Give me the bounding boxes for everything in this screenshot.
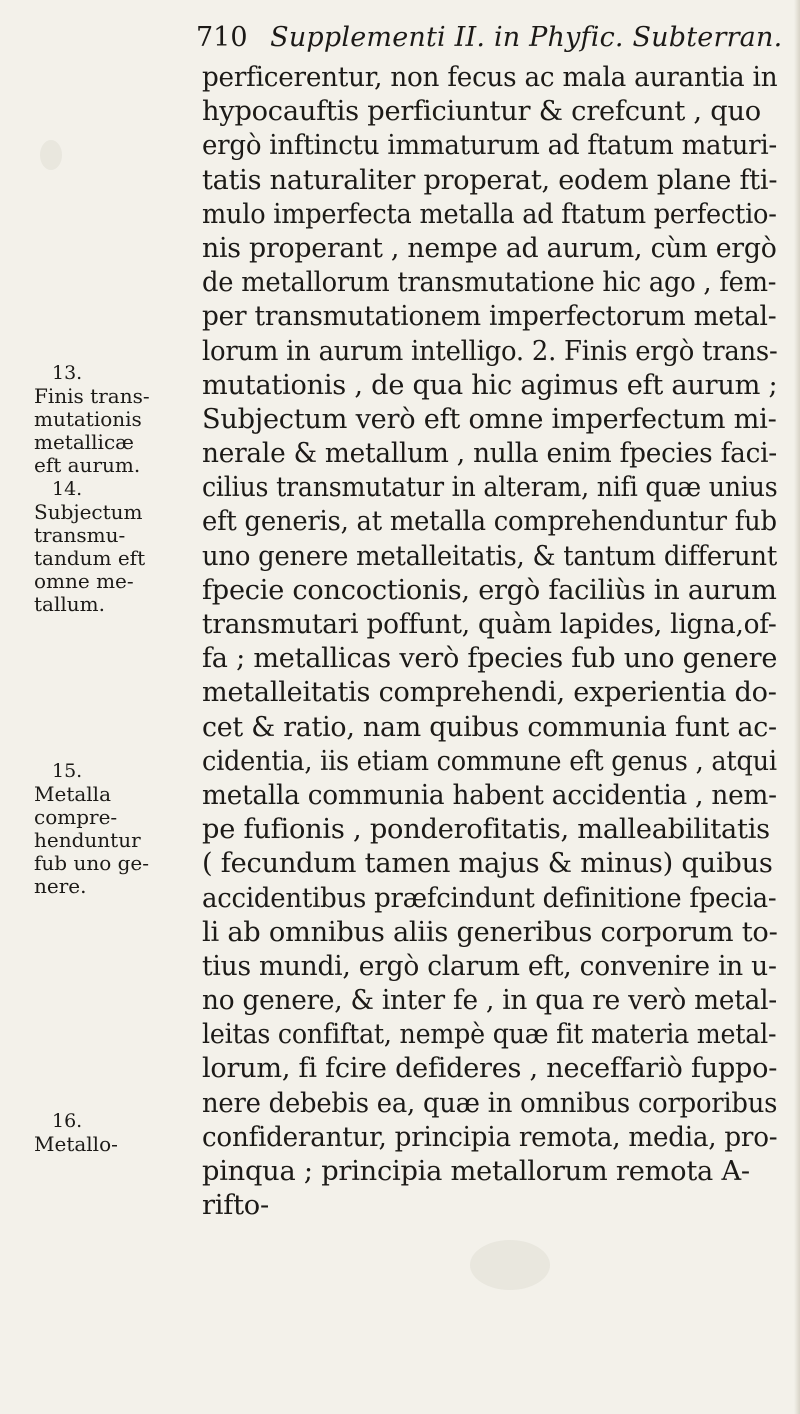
margin-note-line: metallicæ [34,430,134,454]
text-line: pinqua ; principia metallorum remota A- [202,1155,750,1187]
margin-note-line: Metallo- [34,1132,118,1156]
text-line: Subjectum verò eft omne imperfectum mi- [202,402,777,435]
text-line: perficerentur, non fecus ac mala aurantia in [202,61,778,93]
margin-note-line: tallum. [34,592,105,616]
paper-stain [40,140,62,170]
text-line: metalla communia habent accidentia , nem- [202,778,777,811]
text-line: de metallorum transmutatione hic ago , fem- [202,266,777,299]
text-line: lorum, fi fcire defideres , neceffariò fuppo- [202,1052,778,1085]
margin-note-line: henduntur [34,828,141,852]
margin-note-13 [34,362,194,477]
text-line: fpecie concoctionis, ergò faciliùs in aurum [202,573,777,606]
text-line: cilius transmutatur in alteram, nifi quæ unius [202,471,778,504]
margin-note-line: Finis trans- [34,384,150,408]
text-line: mutationis , de qua hic agimus eft aurum ; [202,368,778,401]
text-line: confiderantur, principia remota, media, pro- [202,1120,778,1153]
margin-note-line: Metalla [34,782,111,806]
page-edge [794,0,800,1414]
margin-note-line: transmu- [34,523,126,547]
margin-note-number: 15. [52,760,83,782]
running-title: Supplementi II. in Phyfic. Subterran. [270,22,783,53]
margin-note-16 [34,1110,194,1156]
margin-note-14 [34,478,194,616]
text-line: accidentibus præfcindunt definitione fpecia- [202,881,777,914]
margin-note-line: omne me- [34,569,134,593]
text-line: fa ; metallicas verò fpecies fub uno genere [202,642,778,675]
text-line: nerale & metallum , nulla enim fpecies faci- [202,437,777,470]
text-line: hypocauftis perficiuntur & crefcunt , quo [202,95,761,128]
text-line: leitas confiftat, nempè quæ fit materia metal- [202,1018,777,1051]
text-line: no genere, & inter fe , in qua re verò metal- [202,984,777,1017]
text-line: nere debebis ea, quæ in omnibus corporibus [202,1086,778,1119]
text-line: tius mundi, ergò clarum eft, convenire in u- [202,949,777,982]
text-line: per transmutationem imperfectorum metal- [202,300,777,333]
text-line: transmutari poffunt, quàm lapides, ligna,of- [202,608,777,640]
text-line: cet & ratio, nam quibus communia funt ac- [202,710,777,743]
text-line: li ab omnibus aliis generibus corporum to- [202,915,778,948]
text-line: ( fecundum tamen majus & minus) quibus [202,847,773,880]
text-line: tatis naturaliter properat, eodem plane fti- [202,163,778,196]
margin-note-line: tandum eft [34,546,146,570]
margin-note-number: 13. [52,362,83,384]
page-number: 710 [196,22,248,53]
margin-note-line: fub uno ge- [34,851,149,875]
text-line: lorum in aurum intelligo. 2. Finis ergò trans- [202,334,778,367]
paper-stain [470,1240,550,1290]
text-line: pe fufionis , ponderofitatis, malleabilitatis [202,813,770,846]
text-line: nis properant , nempe ad aurum, cùm ergò [202,231,777,264]
margin-note-line: eft aurum. [34,453,141,477]
text-line: mulo imperfecta metalla ad ftatum perfectio- [202,197,777,230]
margin-note-15 [34,760,194,898]
margin-note-line: mutationis [34,407,142,431]
text-line: eft generis, at metalla comprehenduntur fub [202,505,777,538]
page-header [196,22,783,53]
main-text [202,60,782,1222]
text-line: metalleitatis comprehendi, experientia do- [202,676,777,709]
text-line: ergò inftinctu immaturum ad ftatum maturi- [202,129,777,162]
margin-note-number: 16. [52,1110,83,1132]
margin-note-line: nere. [34,874,87,898]
text-line: rifto- [202,1189,269,1222]
text-line: uno genere metalleitatis, & tantum differunt [202,539,778,572]
margin-note-number: 14. [52,478,83,500]
text-line: cidentia, iis etiam commune eft genus , atqui [202,744,777,777]
margin-note-line: Subjectum [34,500,143,524]
margin-note-line: compre- [34,805,118,829]
